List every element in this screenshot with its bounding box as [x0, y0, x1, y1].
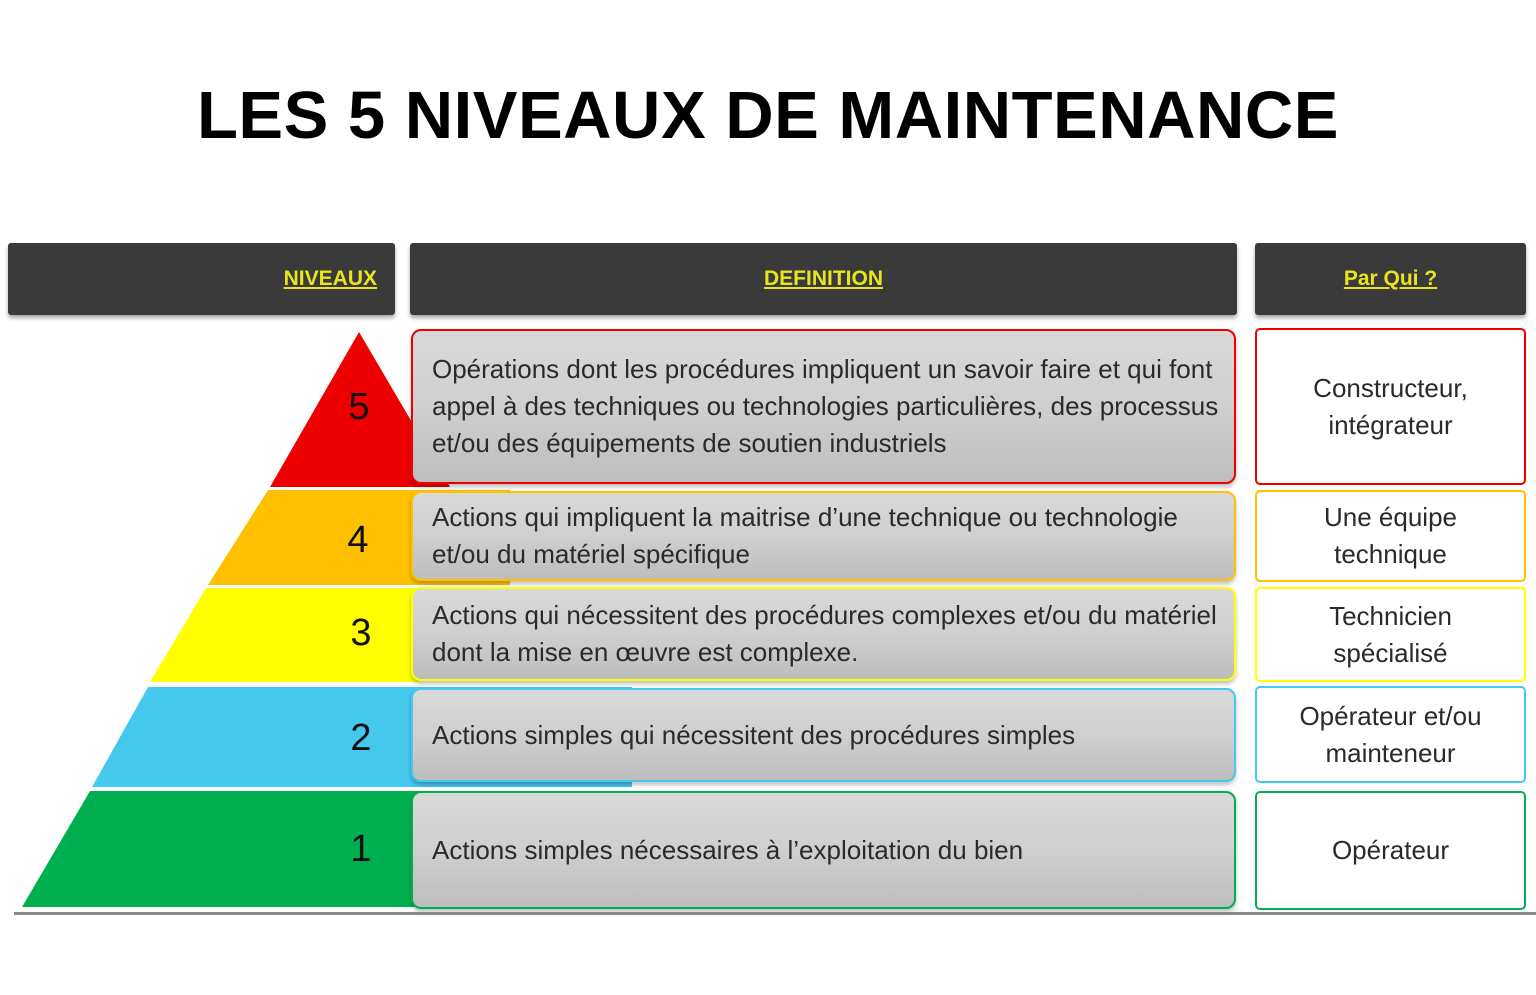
level-2-definition: [411, 688, 1236, 782]
level-4-number: 4: [347, 519, 369, 561]
level-4-definition: [411, 491, 1236, 581]
level-2-par-qui-text: Opérateur et/ou mainteneur: [1299, 700, 1482, 768]
level-5-number: 5: [348, 386, 370, 428]
level-1-number: 1: [350, 828, 372, 870]
level-3-definition-text: Actions qui nécessitent des procédures complexes et/ou du matériel dont la mise en œuvre est complexe.: [432, 600, 1217, 667]
level-5-definition-text: Opérations dont les procédures impliquent un savoir faire et qui font appel à des techniques ou technologies particulières, des processus et/ou des équipements de soutien industriels: [432, 354, 1219, 458]
level-5-par-qui-text: Constructeur, intégrateur: [1313, 372, 1468, 440]
level-2-par-qui: [1255, 686, 1526, 783]
header-par-qui-label: Par Qui ?: [1343, 267, 1438, 290]
level-4-par-qui-text: Une équipe technique: [1324, 502, 1457, 569]
level-1-par-qui-text: Opérateur: [1331, 835, 1450, 865]
level-1-definition: [411, 791, 1236, 909]
level-4-par-qui: [1255, 490, 1526, 582]
level-2-number: 2: [350, 717, 372, 759]
level-4-definition-text: Actions qui impliquent la maitrise d’une technique ou technologie et/ou du matériel spécifique: [432, 502, 1178, 569]
level-1-par-qui: [1255, 791, 1526, 910]
level-5-definition: [411, 329, 1236, 484]
page-title: LES 5 NIVEAUX DE MAINTENANCE: [197, 78, 1339, 153]
header-niveaux-label: NIVEAUX: [283, 267, 377, 290]
level-3-definition: [411, 587, 1236, 681]
level-3-par-qui-text: Technicien spécialisé: [1329, 600, 1452, 668]
level-5-par-qui: [1255, 328, 1526, 485]
level-2-definition-text: Actions simples qui nécessitent des procédures simples: [432, 719, 1076, 750]
level-3-par-qui: [1255, 587, 1526, 682]
header-definition-label: DEFINITION: [764, 267, 883, 290]
level-1-definition-text: Actions simples nécessaires à l’exploitation du bien: [432, 834, 1024, 865]
baseline-divider: [14, 912, 1536, 915]
level-3-number: 3: [350, 612, 372, 654]
